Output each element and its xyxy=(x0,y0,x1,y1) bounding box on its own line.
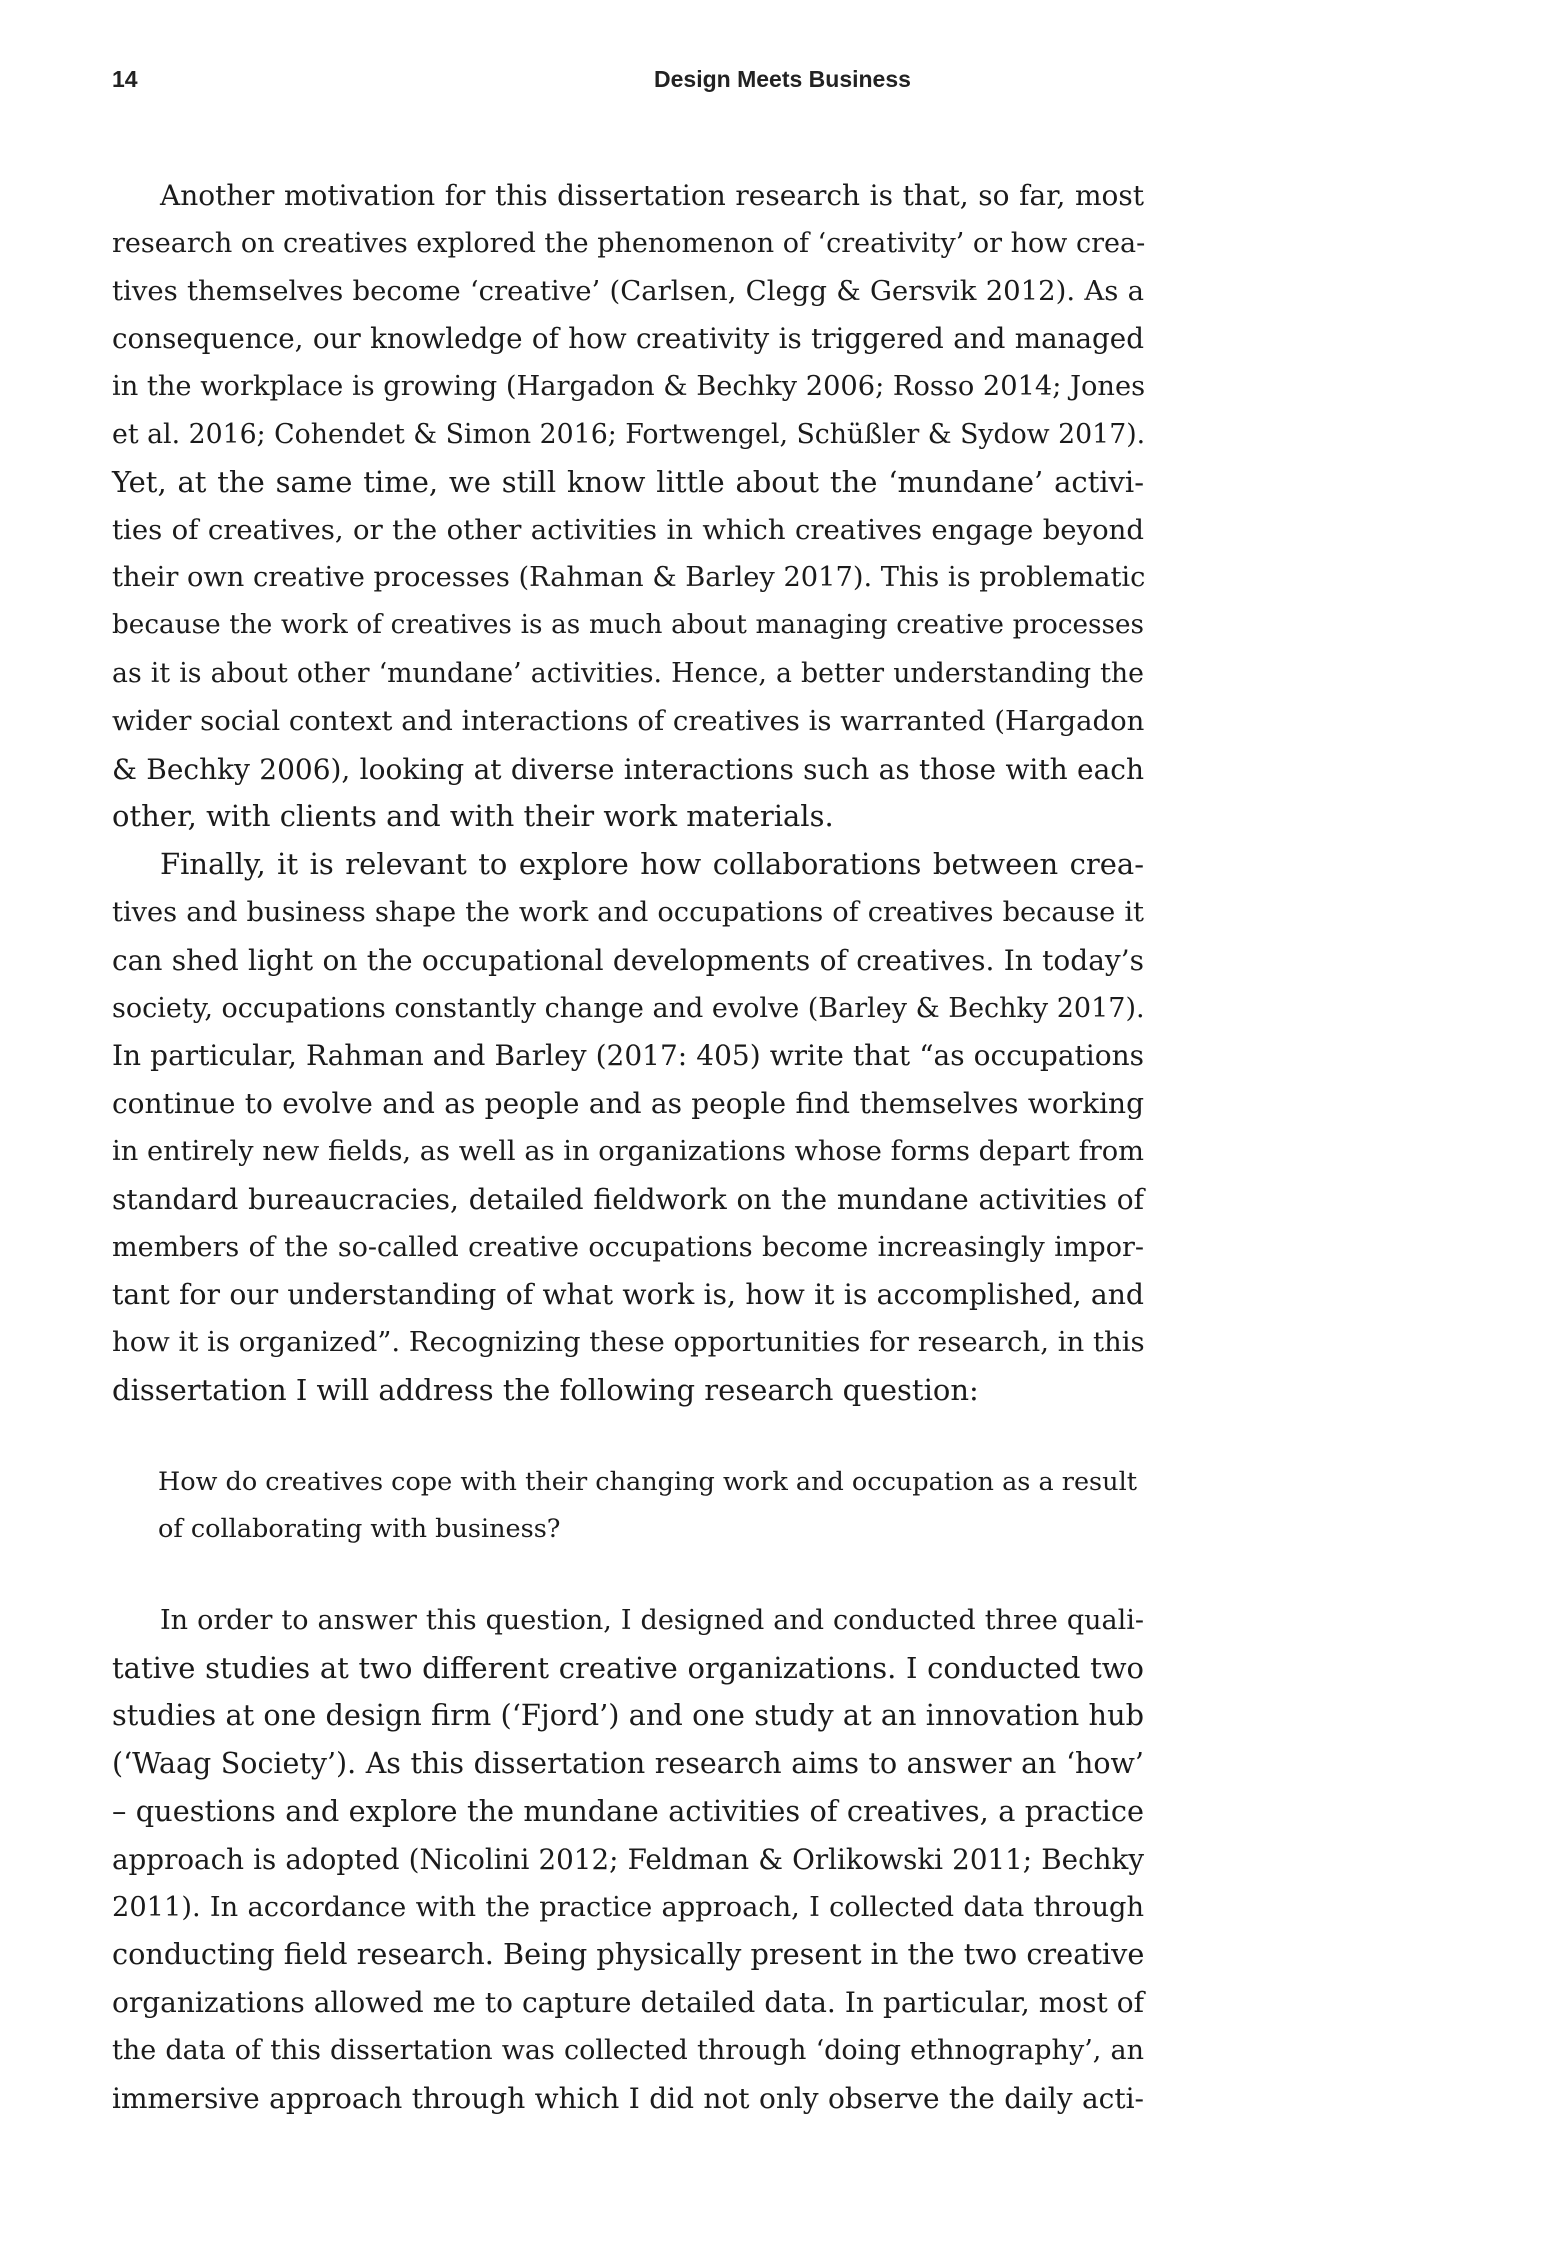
text-line: how it is organized”. Recognizing these opportunities for research, in this xyxy=(112,1326,1145,1359)
text-line: In order to answer this question, I designed and conducted three quali- xyxy=(160,1604,1144,1636)
quote-line: of collaborating with business? xyxy=(158,1513,561,1544)
quote-line: How do creatives cope with their changing work and occupation as a result xyxy=(158,1466,1137,1497)
page-header xyxy=(112,66,928,106)
text-line: in entirely new fields, as well as in organizations whose forms depart from xyxy=(112,1135,1144,1167)
text-line: Finally, it is relevant to explore how collaborations between crea- xyxy=(160,847,1144,882)
text-line: 2011). In accordance with the practice approach, I collected data through xyxy=(112,1891,1144,1923)
text-line: consequence, our knowledge of how creativity is triggered and managed xyxy=(112,322,1144,356)
text-line: tant for our understanding of what work is, how it is accomplished, and xyxy=(112,1278,1144,1312)
text-line: (‘Waag Society’). As this dissertation research aims to answer an ‘how’ xyxy=(112,1747,1144,1781)
text-line: as it is about other ‘mundane’ activities. Hence, a better understanding the xyxy=(112,657,1144,689)
page-number: 14 xyxy=(112,66,138,92)
text-line: approach is adopted (Nicolini 2012; Feldman & Orlikowski 2011; Bechky xyxy=(112,1842,1144,1876)
text-line: immersive approach through which I did not only observe the daily acti- xyxy=(112,2081,1144,2115)
body-text xyxy=(112,172,1144,2122)
text-line: studies at one design firm (‘Fjord’) and one study at an innovation hub xyxy=(112,1698,1144,1733)
paragraph-1 xyxy=(112,172,1144,841)
text-line: standard bureaucracies, detailed fieldwork on the mundane activities of xyxy=(112,1182,1144,1216)
text-line: their own creative processes (Rahman & Barley 2017). This is problematic xyxy=(112,562,1146,594)
paragraph-3 xyxy=(112,1597,1144,2123)
text-line: research on creatives explored the phenomenon of ‘creativity’ or how crea- xyxy=(112,227,1146,259)
text-line: the data of this dissertation was collected through ‘doing ethnography’, an xyxy=(112,2034,1144,2066)
text-line: other, with clients and with their work materials. xyxy=(112,799,834,834)
text-line: Another motivation for this dissertation research is that, so far, most xyxy=(160,179,1144,212)
text-line: dissertation I will address the following research question: xyxy=(112,1372,979,1407)
text-line: in the workplace is growing (Hargadon & Bechky 2006; Rosso 2014; Jones xyxy=(112,371,1146,403)
text-line: tative studies at two different creative organizations. I conducted two xyxy=(112,1650,1144,1685)
text-line: tives themselves become ‘creative’ (Carlsen, Clegg & Gersvik 2012). As a xyxy=(112,274,1144,307)
text-line: conducting field research. Being physically present in the two creative xyxy=(112,1937,1145,1972)
text-line: society, occupations constantly change and evolve (Barley & Bechky 2017). xyxy=(112,992,1145,1024)
text-line: Yet, at the same time, we still know little about the ‘mundane’ activi- xyxy=(112,464,1144,499)
text-line: organizations allowed me to capture detailed data. In particular, most of xyxy=(112,1986,1144,2020)
text-line: continue to evolve and as people and as people find themselves working xyxy=(112,1087,1144,1121)
research-question xyxy=(112,1459,1144,1553)
text-line: because the work of creatives is as much about managing creative processes xyxy=(112,610,1144,641)
text-line: wider social context and interactions of creatives is warranted (Hargadon xyxy=(112,704,1145,737)
text-line: members of the so-called creative occupations become increasingly impor- xyxy=(112,1231,1144,1263)
running-title: Design Meets Business xyxy=(654,66,911,92)
text-line: tives and business shape the work and occupations of creatives because it xyxy=(112,896,1144,928)
text-line: et al. 2016; Cohendet & Simon 2016; Fortwengel, Schüßler & Sydow 2017). xyxy=(112,418,1146,450)
text-line: In particular, Rahman and Barley (2017: 405) write that “as occupations xyxy=(112,1039,1144,1073)
text-line: & Bechky 2006), looking at diverse interactions such as those with each xyxy=(112,752,1144,786)
text-line: can shed light on the occupational developments of creatives. In today’s xyxy=(112,943,1144,977)
text-line: ties of creatives, or the other activities in which creatives engage beyond xyxy=(112,513,1144,546)
paragraph-2 xyxy=(112,841,1144,1415)
text-line: – questions and explore the mundane activities of creatives, a practice xyxy=(112,1793,1144,1828)
